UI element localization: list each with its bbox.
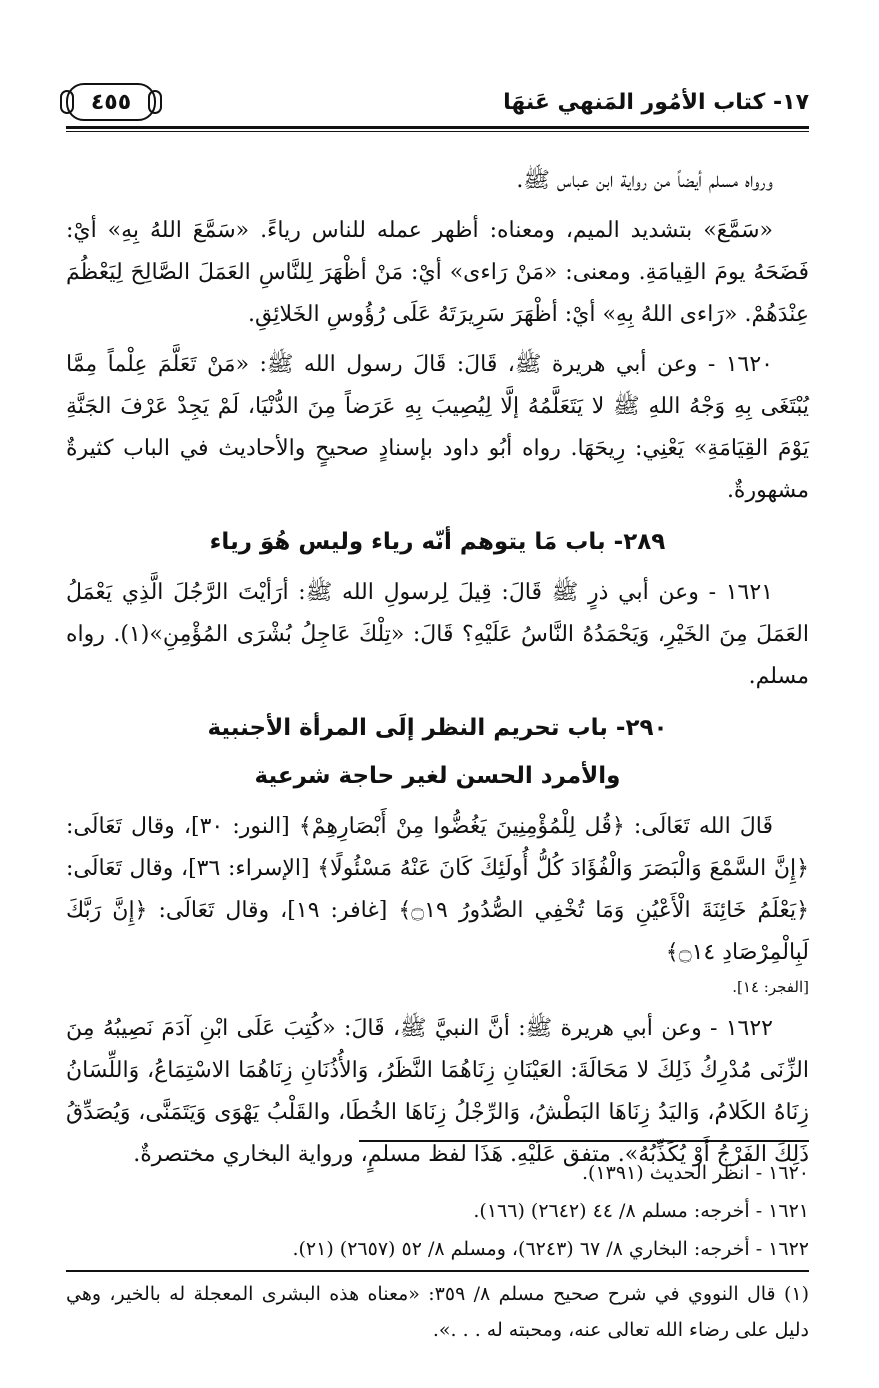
footnote-1: (١) قال النووي في شرح صحيح مسلم ٨/ ٣٥٩: «معناه هذه البشرى المعجلة له بالخير، وهي دليل على رضاء الله تعالى عنه، ومحبته له . . .».: [66, 1283, 809, 1341]
page-number: ٤٥٥: [66, 83, 156, 121]
paragraph-definition-samma: «سَمَّعَ» بتشديد الميم، ومعناه: أظهر عمله للناس رياءً. «سَمَّعَ اللهُ بِهِ» أيْ: فَضَحَهُ يومَ القِيامَةِ. ومعنى: «مَنْ رَاءى» أيْ: مَنْ أظْهَرَ لِلنَّاسِ العَمَلَ الصَّالِحَ لِيَعْظُمَ عِنْدَهُمْ. «رَاءى اللهُ بِهِ» أيْ: أظْهَرَ سَرِيرَتَهُ عَلَى رُؤُوسِ الخَلائِقِ.: [66, 218, 809, 327]
running-title: ١٧- كتاب الأمُور المَنهي عَنهَا: [503, 89, 809, 115]
main-text: [66, 160, 809, 1184]
reference-1620: ١٦٢٠ - انظر الحديث (١٣٩١).: [582, 1162, 809, 1184]
footnote: [66, 1276, 809, 1348]
hadith-1621: ١٦٢١ - وعن أبي ذرٍ ﷺ قَالَ: قِيلَ لِرسولِ الله ﷺ: أرَأيْتَ الرَّجُلَ الَّذِي يَعْمَلُ العَمَلَ مِنَ الخَيْرِ، وَيَحْمَدُهُ النَّاسُ عَلَيْهِ؟ قَالَ: «تِلْكَ عَاجِلُ بُشْرَى المُؤْمِنِ»(١). رواه مسلم.: [66, 580, 809, 689]
paragraph-muslim-narration: ورواه مسلم أيضاً من رواية ابن عباس ﷺ.: [516, 168, 773, 193]
page-header: [66, 78, 809, 126]
chapter-title-290: ٢٩٠- باب تحريم النظر إلَى المرأة الأجنبية: [207, 715, 668, 741]
reference-1621: ١٦٢١ - أخرجه: مسلم ٨/ ٤٤ (٢٦٤٢) (١٦٦).: [473, 1200, 809, 1222]
footnote-divider: [66, 1270, 809, 1272]
chapter-subtitle-290: والأمرد الحسن لغير حاجة شرعية: [254, 763, 621, 789]
chapter-title-289: ٢٨٩- باب مَا يتوهم أنّه رياء وليس هُوَ رياء: [209, 529, 666, 555]
header-divider: [66, 126, 809, 132]
references-divider: [359, 1140, 809, 1142]
references-list: [66, 1154, 809, 1268]
verse-reference-fajr: [الفجر: ١٤].: [732, 978, 809, 996]
hadith-1622: ١٦٢٢ - وعن أبي هريرة ﷺ: أنَّ النبيَّ ﷺ، قَالَ: «كُتِبَ عَلَى ابْنِ آدَمَ نَصِيبُهُ مِنَ الزِّنَى مُدْرِكُ ذَلِكَ لا مَحَالَةَ: العَيْنَانِ زِنَاهُمَا النَّظَرُ، وَالأُذُنَانِ زِنَاهُمَا الاسْتِمَاعُ، وَاللِّسَانُ زِنَاهُ الكَلامُ، وَاليَدُ زِنَاهَا البَطْشُ، وَالرِّجْلُ زِنَاهَا الخُطَا، والقَلْبُ يَهْوَى وَيَتَمَنَّى، وَيُصَدِّقُ ذَلِكَ الفَرْجُ أَوْ يُكَذِّبُهُ». متفق عَلَيْهِ. هَذَا لفظ مسلمٍ، ورواية البخاري مختصرةٌ.: [66, 1016, 809, 1167]
quran-verses-text: قَالَ الله تَعَالَى: ﴿قُل لِلْمُؤْمِنِينَ يَغُضُّوا مِنْ أَبْصَارِهِمْ﴾ [النور: ٣٠]، وقال تَعَالَى: ﴿إِنَّ السَّمْعَ وَالْبَصَرَ وَالْفُؤَادَ كُلُّ أُولَئِكَ كَانَ عَنْهُ مَسْئُولًا﴾ [الإسراء: ٣٦]، وقال تَعَالَى: ﴿يَعْلَمُ خَائِنَةَ الْأَعْيُنِ وَمَا تُخْفِي الصُّدُورُ ۝١٩﴾ [غافر: ١٩]، وقال تَعَالَى: ﴿إِنَّ رَبَّكَ لَبِالْمِرْصَادِ ۝١٤﴾: [66, 814, 809, 965]
hadith-1620: ١٦٢٠ - وعن أبي هريرة ﷺ، قَالَ: قَالَ رسول الله ﷺ: «مَنْ تَعَلَّمَ عِلْماً مِمَّا يُبْتَغَى بِهِ وَجْهُ اللهِ ﷺ لا يَتَعَلَّمُهُ إلَّا لِيُصِيبَ بِهِ عَرَضاً مِنَ الدُّنْيَا، لَمْ يَجِدْ عَرْفَ الجَنَّةِ يَوْمَ القِيَامَةِ» يَعْنِي: رِيحَهَا. رواه أبُو داود بإسنادٍ صحيحٍ والأحاديث في الباب كثيرةٌ مشهورةٌ.: [66, 352, 809, 503]
quran-verses: [66, 806, 809, 974]
reference-1622: ١٦٢٢ - أخرجه: البخاري ٨/ ٦٧ (٦٢٤٣)، ومسلم ٨/ ٥٢ (٢٦٥٧) (٢١).: [292, 1238, 809, 1260]
